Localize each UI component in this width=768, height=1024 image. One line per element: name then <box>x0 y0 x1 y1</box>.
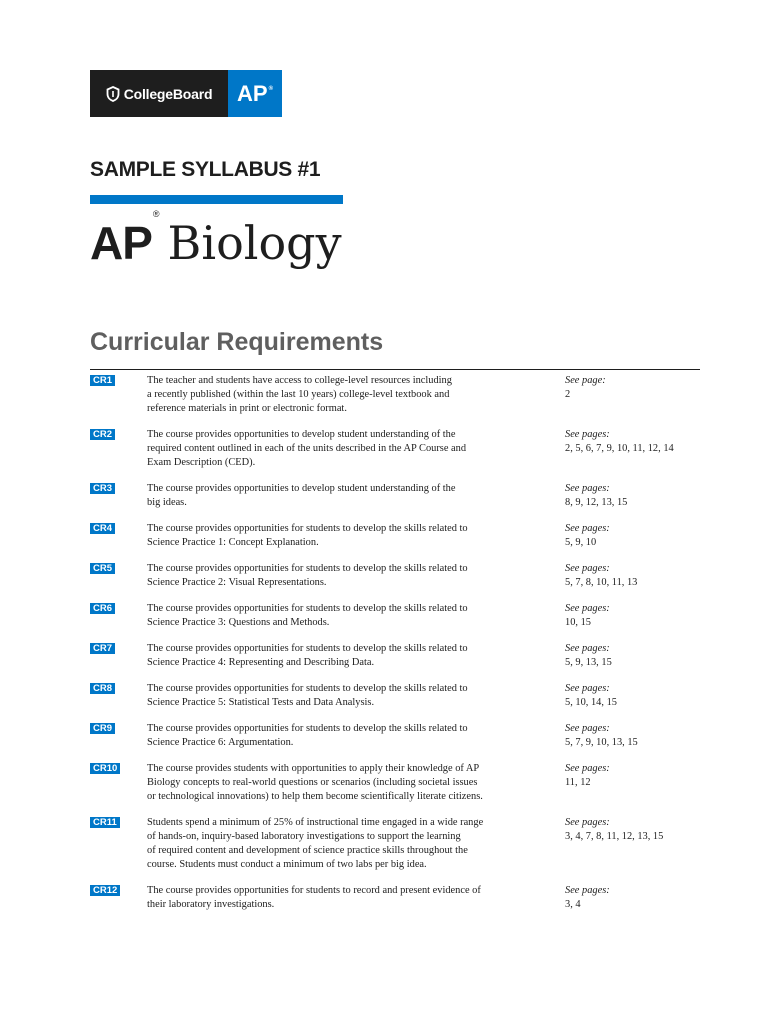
page-numbers: 5, 9, 10 <box>565 537 597 548</box>
requirement-description <box>147 374 565 416</box>
ap-logo <box>228 70 282 117</box>
requirement-row <box>90 482 700 510</box>
requirement-description-line: The course provides opportunities for students to develop the skills related to <box>147 563 468 574</box>
page-numbers: 5, 9, 13, 15 <box>565 657 612 668</box>
requirement-description-line: or technological innovations) to help them become scientifically literate citizens. <box>147 791 483 802</box>
requirement-description-line: Science Practice 3: Questions and Methods. <box>147 617 330 628</box>
requirement-description <box>147 428 565 470</box>
requirement-description-line: The course provides opportunities for students to develop the skills related to <box>147 523 468 534</box>
see-pages-label: See pages: <box>565 483 610 494</box>
page-numbers: 2, 5, 6, 7, 9, 10, 11, 12, 14 <box>565 443 674 454</box>
requirement-pages <box>565 682 700 710</box>
requirement-code-badge: CR10 <box>90 763 120 774</box>
requirement-description <box>147 722 565 750</box>
requirement-code-cell <box>90 522 147 536</box>
see-pages-label: See pages: <box>565 885 610 896</box>
requirement-description-line: course. Students must conduct a minimum of two labs per big idea. <box>147 859 427 870</box>
see-pages-label: See pages: <box>565 429 610 440</box>
requirement-description <box>147 762 565 804</box>
curricular-requirements-list <box>90 374 700 912</box>
requirement-pages <box>565 428 700 456</box>
requirement-code-badge: CR5 <box>90 563 115 574</box>
requirement-code-badge: CR1 <box>90 375 115 386</box>
requirement-description-line: The course provides opportunities for students to develop the skills related to <box>147 603 468 614</box>
ap-wordmark: AP <box>237 80 268 106</box>
requirement-description-line: Science Practice 2: Visual Representations. <box>147 577 327 588</box>
requirement-description-line: Science Practice 4: Representing and Describing Data. <box>147 657 375 668</box>
requirement-description <box>147 682 565 710</box>
requirement-code-cell <box>90 762 147 776</box>
requirement-description-line: Science Practice 1: Concept Explanation. <box>147 537 319 548</box>
requirement-description <box>147 562 565 590</box>
requirement-description-line: The course provides opportunities to develop student understanding of the <box>147 429 456 440</box>
requirement-description <box>147 884 565 912</box>
section-divider <box>90 369 700 370</box>
page-numbers: 3, 4, 7, 8, 11, 12, 13, 15 <box>565 831 664 842</box>
accent-bar <box>90 195 343 204</box>
requirement-description-line: The course provides opportunities for students to record and present evidence of <box>147 885 481 896</box>
requirement-description-line: reference materials in print or electronic format. <box>147 403 347 414</box>
see-pages-label: See page: <box>565 375 606 386</box>
requirement-description-line: The course provides opportunities to develop student understanding of the <box>147 483 456 494</box>
registered-mark: ® <box>268 85 273 92</box>
requirement-code-badge: CR9 <box>90 723 115 734</box>
requirement-pages <box>565 562 700 590</box>
requirement-code-badge: CR7 <box>90 643 115 654</box>
requirement-code-badge: CR2 <box>90 429 115 440</box>
see-pages-label: See pages: <box>565 643 610 654</box>
requirement-description-line: of hands-on, inquiry-based laboratory investigations to support the learning <box>147 831 461 842</box>
requirement-row <box>90 428 700 470</box>
requirement-description-line: Science Practice 6: Argumentation. <box>147 737 294 748</box>
requirement-row <box>90 816 700 872</box>
requirement-pages <box>565 374 700 402</box>
requirement-row <box>90 602 700 630</box>
requirement-code-cell <box>90 884 147 898</box>
requirement-description-line: The course provides opportunities for students to develop the skills related to <box>147 683 468 694</box>
page-numbers: 8, 9, 12, 13, 15 <box>565 497 628 508</box>
page-title <box>90 208 342 270</box>
page-numbers: 11, 12 <box>565 777 591 788</box>
requirement-code-cell <box>90 482 147 496</box>
requirement-row <box>90 522 700 550</box>
see-pages-label: See pages: <box>565 683 610 694</box>
requirement-code-cell <box>90 816 147 830</box>
collegeboard-ap-logo <box>90 70 282 117</box>
requirement-description-line: Science Practice 5: Statistical Tests and Data Analysis. <box>147 697 375 708</box>
requirement-code-cell <box>90 428 147 442</box>
requirement-description <box>147 816 565 872</box>
title-ap: AP <box>90 217 152 269</box>
see-pages-label: See pages: <box>565 523 610 534</box>
see-pages-label: See pages: <box>565 563 610 574</box>
acorn-shield-icon <box>106 86 120 102</box>
requirement-row <box>90 374 700 416</box>
requirement-pages <box>565 884 700 912</box>
requirement-pages <box>565 642 700 670</box>
requirement-description <box>147 602 565 630</box>
requirement-description-line: required content outlined in each of the units described in the AP Course and <box>147 443 467 454</box>
requirement-description-line: big ideas. <box>147 497 187 508</box>
page-numbers: 2 <box>565 389 571 400</box>
title-registered-mark: ® <box>152 208 160 219</box>
collegeboard-wordmark: CollegeBoard <box>123 85 213 102</box>
requirement-pages <box>565 602 700 630</box>
requirement-row <box>90 722 700 750</box>
requirement-row <box>90 682 700 710</box>
see-pages-label: See pages: <box>565 817 610 828</box>
sample-syllabus-label: SAMPLE SYLLABUS #1 <box>90 158 321 181</box>
page-numbers: 5, 7, 9, 10, 13, 15 <box>565 737 638 748</box>
collegeboard-logo <box>90 70 228 117</box>
requirement-code-cell <box>90 374 147 388</box>
requirement-description-line: a recently published (within the last 10 years) college-level textbook and <box>147 389 450 400</box>
requirement-description <box>147 482 565 510</box>
title-subject: Biology <box>167 216 342 270</box>
requirement-code-cell <box>90 602 147 616</box>
requirement-code-badge: CR11 <box>90 817 120 828</box>
requirement-row <box>90 642 700 670</box>
section-heading: Curricular Requirements <box>90 328 384 356</box>
see-pages-label: See pages: <box>565 723 610 734</box>
requirement-code-badge: CR3 <box>90 483 115 494</box>
requirement-row <box>90 562 700 590</box>
requirement-description <box>147 642 565 670</box>
see-pages-label: See pages: <box>565 763 610 774</box>
requirement-code-badge: CR8 <box>90 683 115 694</box>
requirement-code-badge: CR12 <box>90 885 120 896</box>
requirement-description-line: Students spend a minimum of 25% of instructional time engaged in a wide range <box>147 817 484 828</box>
requirement-row <box>90 762 700 804</box>
requirement-description-line: The teacher and students have access to college-level resources including <box>147 375 452 386</box>
requirement-description <box>147 522 565 550</box>
requirement-description-line: of required content and development of science practice skills throughout the <box>147 845 468 856</box>
page-numbers: 3, 4 <box>565 899 581 910</box>
requirement-description-line: The course provides opportunities for students to develop the skills related to <box>147 723 468 734</box>
requirement-pages <box>565 482 700 510</box>
requirement-pages <box>565 722 700 750</box>
requirement-code-badge: CR6 <box>90 603 115 614</box>
requirement-code-cell <box>90 722 147 736</box>
page-numbers: 5, 7, 8, 10, 11, 13 <box>565 577 638 588</box>
requirement-pages <box>565 762 700 790</box>
page-numbers: 5, 10, 14, 15 <box>565 697 617 708</box>
requirement-description-line: their laboratory investigations. <box>147 899 275 910</box>
requirement-pages <box>565 522 700 550</box>
requirement-code-cell <box>90 642 147 656</box>
requirement-row <box>90 884 700 912</box>
requirement-code-badge: CR4 <box>90 523 115 534</box>
requirement-code-cell <box>90 562 147 576</box>
requirement-code-cell <box>90 682 147 696</box>
see-pages-label: See pages: <box>565 603 610 614</box>
requirement-description-line: The course provides students with opportunities to apply their knowledge of AP <box>147 763 480 774</box>
requirement-description-line: Exam Description (CED). <box>147 457 256 468</box>
requirement-pages <box>565 816 700 844</box>
page-numbers: 10, 15 <box>565 617 591 628</box>
requirement-description-line: The course provides opportunities for students to develop the skills related to <box>147 643 468 654</box>
requirement-description-line: Biology concepts to real-world questions or scenarios (including societal issues <box>147 777 478 788</box>
